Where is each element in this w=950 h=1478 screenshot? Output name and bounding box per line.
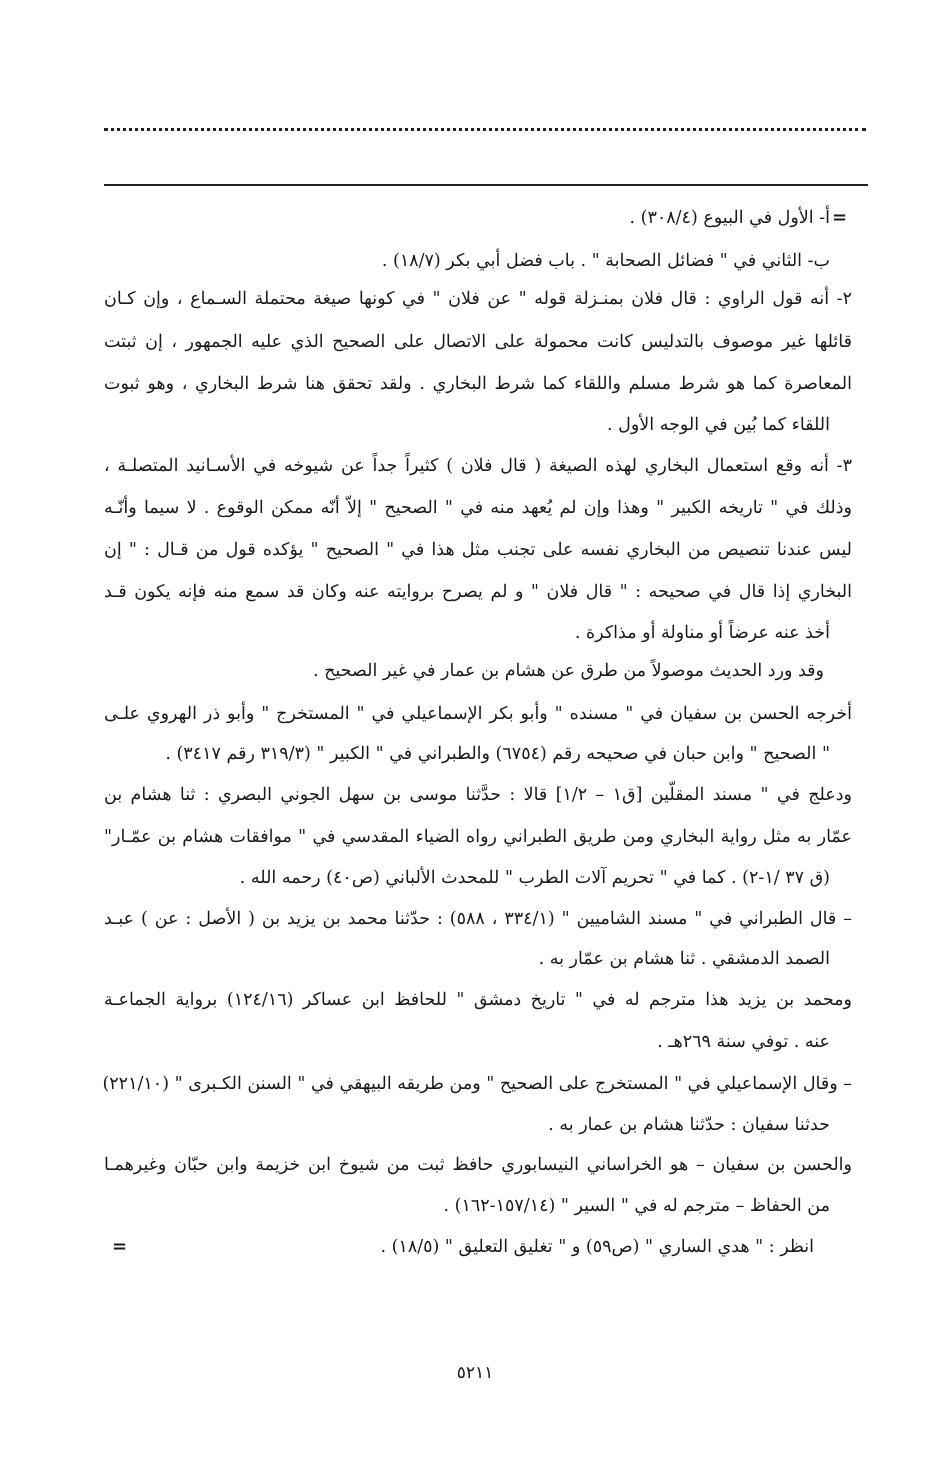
text-line: قائلها غير موصوف بالتدليس كانت محمولة على الاتصال على الصحيح الذي عليه الجمهور ، إن ثبتت (104, 332, 852, 352)
text-line: انظر : " هدي الساري " (ص٥٩) و " تغليق التعليق " (١٨/٥) . (380, 1237, 814, 1257)
text-line: وقد ورد الحديث موصولاً من طرق عن هشام بن عمار في غير الصحيح . (312, 661, 824, 681)
text-line: من الحفاظ – مترجم له في " السير " (١٥٧/١٤-١٦٢) . (443, 1196, 830, 1216)
text-line: أخرجه الحسن بن سفيان في " مسنده " وأبو بكر الإسماعيلي في " المستخرج " وأبو ذر الهروي علـى (104, 704, 852, 724)
text-line: (ق ٣٧ /١-٢) . كما في " تحريم آلات الطرب " للمحدث الألباني (ص٤٠) رحمه الله . (239, 868, 830, 888)
footnote-separator-rule (104, 184, 868, 186)
text-line: ليس عندنا تنصيص من البخاري نفسه على تجنب مثل هذا في " الصحيح " يؤكده قول من قـال : " إن (104, 540, 852, 560)
text-line: ودعلج في " مسند المقلّين [ق١ – ١/٢] قالا : حدَّثنا موسى بن سهل الجوني البصري : ثنا هشام بن (104, 785, 852, 805)
text-line: والحسن بن سفيان – هو الخراساني النيسابوري حافظ ثبت من شيوخ ابن خزيمة وابن حبّان وغيرهمـا (104, 1155, 852, 1175)
text-line: البخاري إذا قال في صحيحه : " قال فلان " و لم يصرح بروايته عنه وكان قد سمع منه فإنه يكون قـد (104, 582, 852, 602)
text-line: حدثنا سفيان : حدّثنا هشام بن عمار به . (548, 1115, 830, 1135)
text-line: – قال الطبراني في " مسند الشاميين " (٣٣٤/١ ، ٥٨٨) : حدّثنا محمد بن يزيد بن ( الأصل : عن ) عبـد (104, 909, 852, 929)
text-line: الصمد الدمشقي . ثنا هشام بن عمّار به . (538, 949, 830, 969)
text-line: وذلك في " تاريخه الكبير " وهذا وإن لم يُعهد منه في " الصحيح " إلاّ أنّه ممكن الوقوع . لا سيما وأنّـه (104, 498, 852, 518)
text-line: ٣- أنه وقع استعمال البخاري لهذه الصيغة ( قال فلان ) كثيراً جداً عن شيوخه في الأسـانيد المتصلـة ، (104, 456, 852, 476)
continuation-mark-bottom: = (112, 1236, 128, 1257)
text-line: اللقاء كما بُين في الوجه الأول . (607, 415, 830, 435)
text-line: " الصحيح " وابن حبان في صحيحه رقم (٦٧٥٤) والطبراني في " الكبير " (٣١٩/٣ رقم ٣٤١٧) . (165, 744, 830, 764)
text-line: المعاصرة كما هو شرط مسلم واللقاء كما شرط البخاري . ولقد تحقق هنا شرط البخاري ، وهو ثبوت (104, 374, 852, 394)
page-number: ٥٢١١ (456, 1363, 494, 1383)
text-line: ٢- أنه قول الراوي : قال فلان بمنـزلة قوله " عن فلان " في كونها صيغة محتملة السـماع ، وإن كـان (104, 289, 852, 309)
text-line: ومحمد بن يزيد هذا مترجم له في " تاريخ دمشق " للحافظ ابن عساكر (١٢٤/١٦) برواية الجماعـة (104, 990, 852, 1010)
text-line: – وقال الإسماعيلي في " المستخرج على الصحيح " ومن طريقه البيهقي في " السنن الكـبرى " (٢٢١/١٠) (102, 1074, 852, 1094)
text-line: ب- الثاني في " فضائل الصحابة " . باب فضل أبي بكر (١٨/٧) . (381, 251, 830, 271)
text-line: عنه . توفي سنة ٢٦٩هـ . (657, 1032, 830, 1052)
footnote-separator-dots (104, 128, 866, 143)
text-line: عمّار به مثل رواية البخاري ومن طريق الطبراني رواه الضياء المقدسي في " موافقات هشام بن عمّـار" (104, 827, 852, 847)
continuation-mark-top: = (832, 207, 848, 228)
text-line: أ- الأول في البيوع (٣٠٨/٤) . (629, 208, 830, 228)
text-line: أخذ عنه عرضاً أو مناولة أو مذاكرة . (574, 623, 830, 643)
